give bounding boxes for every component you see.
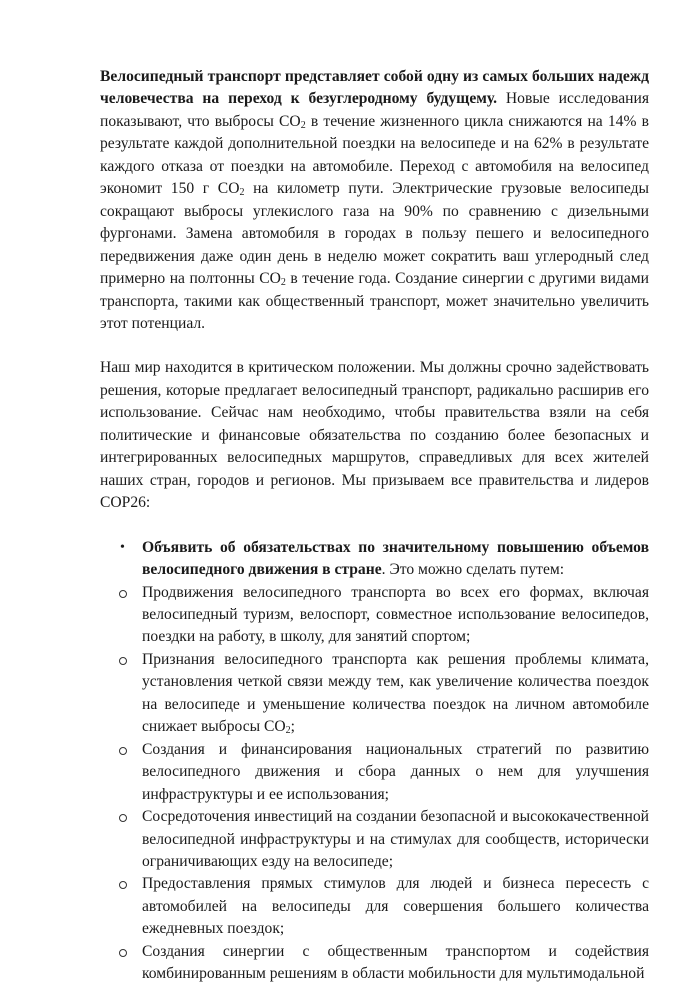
circle-bullet-icon [119,590,127,598]
subscript: 2 [280,277,286,289]
sub-list-item [100,582,649,649]
main-bullet-list [100,537,649,986]
circle-bullet-icon [119,747,127,755]
bullet-rest-text: . Это можно сделать путем: [381,561,565,579]
intro-text-1: Новые исследования показывают, что выбросы CO [100,90,649,130]
sub-list-item [100,806,649,873]
sub-list-item [100,739,649,806]
circle-bullet-icon [119,814,127,822]
sub-list-item [100,649,649,739]
paragraph-intro [100,66,649,335]
subscript: 2 [239,187,245,199]
paragraph-call-to-action: Наш мир находится в критическом положении. Мы должны срочно задействовать решения, которые предлагает велосипедный транспорт, радикально расширив его использование. Сейчас нам необходимо, чтобы правительства взяли на себя политические и финансовые обязательства по созданию более безопасных и интегрированных велосипедных маршрутов, справедливых для всех жителей наших стран, городов и регионов. Мы призываем все правительства и лидеров COP26: [100,359,649,512]
bullet-bold-text: Объявить об обязательствах по значительному повышению объемов велосипедного движения в стране [142,538,649,579]
bullet-item [100,537,649,986]
sub-item-text: Предоставления прямых стимулов для людей и бизнеса пересесть с автомобилей на велосипеды для совершения большего количества ежедневных поездок; [142,875,649,938]
sub-item-text: Создания синергии с общественным транспортом и содействия комбинированным решениям в области мобильности для мультимодальной [142,942,649,983]
sub-item-text: Признания велосипедного транспорта как решения проблемы климата, установления четкой связи между тем, как увеличение количества поездок на велосипеде и уменьшение количества поездок на личном автомобиле снижает выбросы CO [142,650,649,736]
circle-bullet-icon [119,949,127,957]
circle-bullet-icon [119,881,127,889]
intro-text-2: в течение жизненного цикла снижаются на 14% в результате каждой дополнительной поездки на велосипеде и на 62% в результате каждого отказа от поездки на автомобиле. Переход с автомобиля на велосипед экономит 150 г CO [100,112,649,198]
sub-item-text: Сосредоточения инвестиций на создании безопасной и высококачественной велосипедной инфраструктуры и на стимулах для сообществ, исторически ограничивающих езду на велосипеде; [142,808,649,870]
document-page [100,66,649,986]
sub-item-text: Создания и финансирования национальных стратегий по развитию велосипедного движения и сбора данных о нем для улучшения инфраструктуры и ее использования; [142,740,649,803]
sub-item-text: Продвижения велосипедного транспорта во всех его формах, включая велосипедный туризм, велоспорт, совместное использование велосипедов, поездки на работу, в школу, для занятий спортом; [142,583,649,646]
subscript: 2 [300,119,306,131]
sub-list [100,582,649,986]
intro-text-4: в течение года. Создание синергии с другими видами транспорта, такими как общественный транспорт, может значительно увеличить этот потенциал. [100,270,649,332]
sub-list-item [100,941,649,986]
circle-bullet-icon [119,657,127,665]
intro-bold-lead: Велосипедный транспорт представляет собой одну из самых больших надежд человечества на переход к безуглеродному будущему. [100,68,649,108]
subscript: 2 [285,725,291,737]
sub-item-tail: ; [290,718,295,736]
sub-list-item [100,873,649,940]
bullet-icon: • [120,539,125,555]
intro-text-3: на километр пути. Электрические грузовые велосипеды сокращают выбросы углекислого газа на 90% по сравнению с дизельными фургонами. Замена автомобиля в городах в пользу пешего и велосипедного передвижения даже один день в неделю может сократить ваш углеродный след примерно на полтонны CO [100,180,649,288]
